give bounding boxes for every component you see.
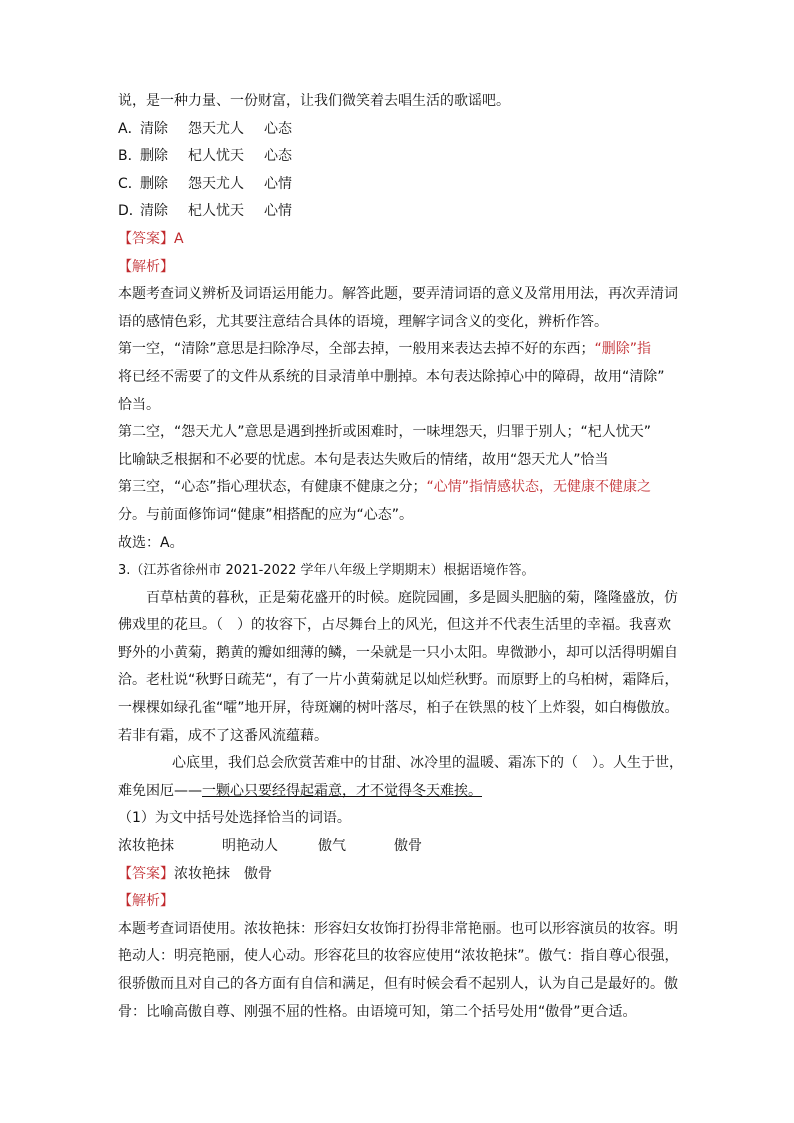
text-segment-highlight: “心情”指情感状态，无健康不健康之 [426,479,652,496]
text-line: 恰当。 [118,396,160,413]
question-3-title: 3.（江苏省徐州市 2021-2022 学年八年级上学期期末）根据语境作答。 [118,563,535,579]
text-segment: 第三空，“心态”指心理状态，有健康不健康之分； [118,479,427,496]
text-line: 很骄傲而且对自己的各方面有自信和满足，但有时候会看不起别人，认为自己是最好的。傲 [118,976,678,992]
word-choice: 明艳动人 [222,838,278,855]
document-page [118,88,684,1026]
text-line: 说，是一种力量、一份财富，让我们微笑着去唱生活的歌谣吧。 [118,93,510,109]
text-line: 本题考查词语使用。浓妆艳抹：形容妇女妆饰打扮得非常艳丽。也可以形容演员的妆容。明 [118,920,678,937]
passage-line: 野外的小黄菊，鹅黄的瓣如细薄的鳞，一朵就是一只小太阳。卑微渺小，却可以活得明媚自 [118,644,678,661]
passage-line [118,612,684,640]
passage-line: 若非有霜，成不了这番风流蕴藉。 [118,727,328,744]
word-choices [118,833,684,861]
text-line: 语的感情色彩，尤其要注意结合具体的语境，理解字词含义的变化，辨析作答。 [118,313,608,330]
answer-label: 【答案】 [118,865,174,882]
passage-line [118,778,684,806]
option-a [118,116,684,144]
passage-line: 洽。老杜说“秋野日疏芜“，有了一片小黄菊就足以灿烂秋野。而原野上的乌桕树，霜降后， [118,672,679,689]
text-line: 艳动人：明亮艳丽，使人心动。形容花旦的妆容应使用“浓妆艳抹”。傲气：指自尊心很强， [118,948,679,965]
answer-line [118,861,684,889]
option-word: 心态 [264,148,292,165]
answer-line [118,226,684,254]
word-choice: 傲气 [318,838,346,855]
option-word: 杞人忧天 [188,203,244,220]
option-b [118,143,684,171]
text-segment: ）。人生于世， [592,755,683,772]
option-d [118,198,684,226]
text-segment: 佛戏里的花旦。（ [118,617,223,634]
word-choice: 浓妆艳抹 [118,838,174,855]
word-choice: 傲骨 [394,838,422,855]
text-line: 第二空，“怨天尤人”意思是遇到挫折或困难时，一味埋怨天，归罪于别人；“杞人忧天” [118,424,652,441]
passage-line: 一棵棵如绿孔雀“嚯”地开屏，待斑斓的树叶落尽，桕子在铁黑的枝丫上炸裂，如白梅傲放。 [118,700,679,717]
option-label: C． [118,175,142,192]
text-segment-highlight: “删除”指 [594,341,652,358]
option-word: 怨天尤人 [188,175,244,192]
option-word: 清除 [140,203,168,220]
option-word: 心情 [264,203,292,220]
text-line [118,474,684,502]
subquestion-1: （1）为文中括号处选择恰当的词语。 [118,810,351,827]
option-label: A． [118,120,142,137]
text-segment: 第一空，“清除”意思是扫除净尽，全部去掉，一般用来表达去掉不好的东西； [118,341,595,358]
text-line: 骨：比喻高傲自尊、刚强不屈的性格。由语境可知，第二个括号处用“傲骨”更合适。 [118,1003,637,1020]
analysis-label: 【解析】 [118,258,174,275]
analysis-label: 【解析】 [118,893,174,910]
option-word: 删除 [140,175,168,192]
text-line: 比喻缺乏根据和不必要的忧虑。本句是表达失败后的情绪，故用“怨天尤人”恰当 [118,451,609,468]
option-word: 心态 [264,120,292,137]
answer-value: A [174,230,184,247]
option-word: 心情 [264,175,292,192]
option-label: D． [118,203,143,220]
option-c [118,171,684,199]
text-segment-underlined: 一颗心只要经得起霜意，才不觉得冬天难挨。 [202,782,482,799]
text-line: 故选：A。 [118,534,184,551]
option-word: 怨天尤人 [188,120,244,137]
text-line [118,336,684,364]
text-line: 将已经不需要了的文件从系统的目录清单中删掉。本句表达除掉心中的障碍，故用“清除” [118,368,665,385]
text-line: 分。与前面修饰词“健康”相搭配的应为“心态”。 [118,506,414,523]
option-word: 杞人忧天 [188,148,244,165]
option-label: B． [118,148,142,165]
passage-line [118,750,684,778]
passage-line: 百草枯黄的暮秋，正是菊花盛开的时候。庭院园圃，多是圆头肥脑的菊，隆隆盛放，仿 [146,589,678,606]
text-segment: 心底里，我们总会欣赏苦难中的甘甜、冰冷里的温暖、霜冻下的（ [172,755,578,772]
answer-label: 【答案】 [118,230,174,247]
text-segment: 难免困厄—— [118,782,202,799]
text-segment: ）的妆容下，占尽舞台上的风光，但这并不代表生活里的幸福。我喜欢 [237,617,671,634]
option-word: 删除 [140,148,168,165]
text-line: 本题考查词义辨析及词语运用能力。解答此题，要弄清词语的意义及常用用法，再次弄清词 [118,286,678,303]
answer-value: 浓妆艳抹 傲骨 [174,865,272,882]
option-word: 清除 [140,120,168,137]
